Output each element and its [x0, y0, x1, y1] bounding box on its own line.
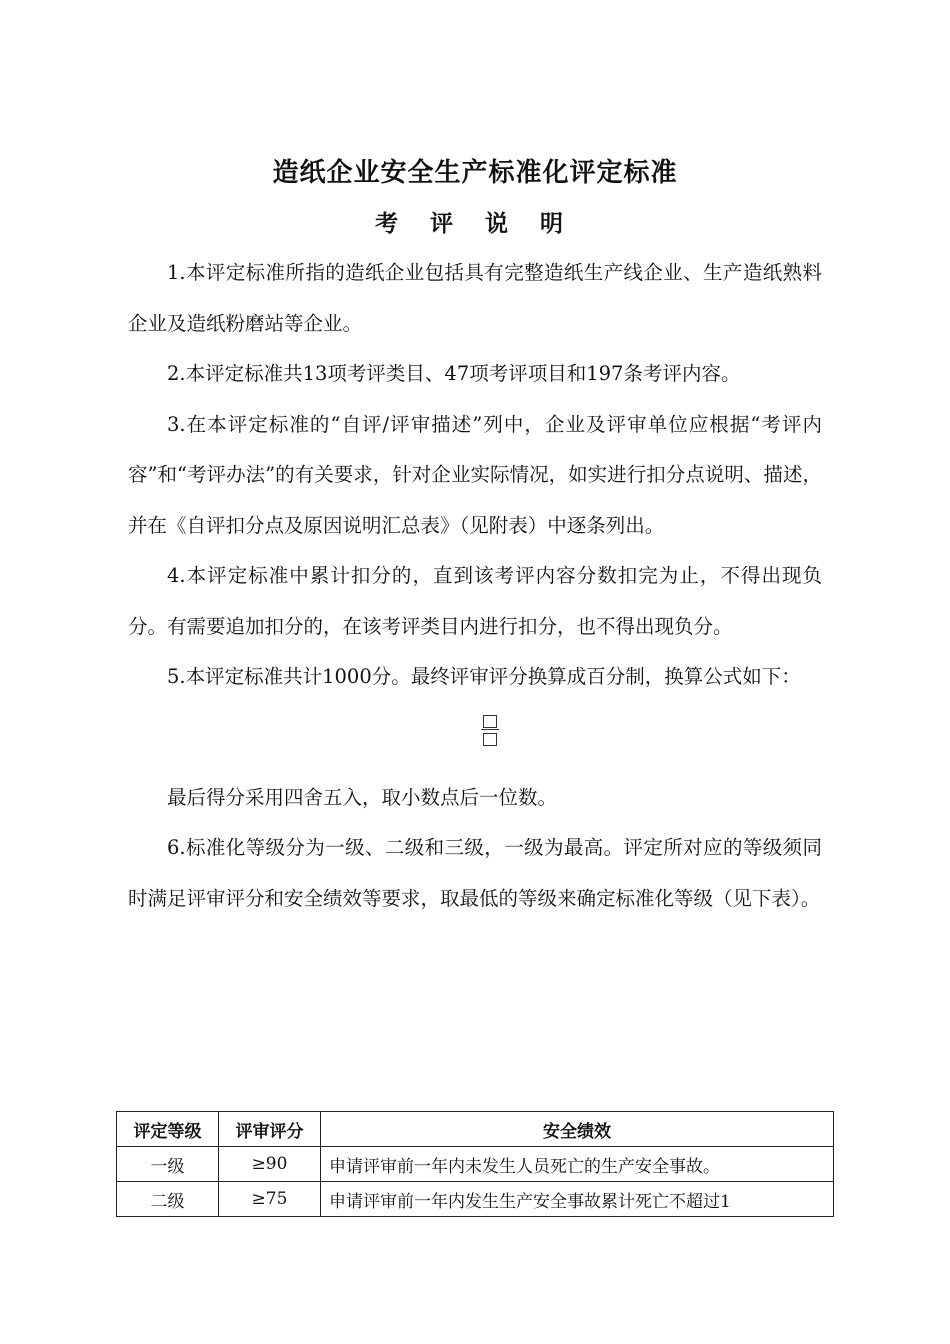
formula-denominator-icon	[483, 733, 497, 746]
paragraph-2: 2.本评定标准共13项考评类目、47项考评项目和197条考评内容。	[167, 362, 741, 385]
cell-score: ≥90	[219, 1147, 321, 1182]
cell-score: ≥75	[219, 1182, 321, 1217]
paragraph-5: 5.本评定标准共计1000分。最终评审评分换算成百分制，换算公式如下：	[167, 665, 801, 688]
cell-performance: 申请评审前一年内未发生人员死亡的生产安全事故。	[321, 1147, 834, 1182]
fraction-bar	[481, 729, 499, 730]
table-row	[117, 1182, 834, 1217]
formula-numerator-icon	[483, 715, 497, 728]
paragraph-1: 1.本评定标准所指的造纸企业包括具有完整造纸生产线企业、生产造纸熟料企业及造纸粉磨站等企业。	[128, 261, 822, 335]
grade-table	[116, 1111, 834, 1217]
cell-grade: 一级	[117, 1147, 219, 1182]
header-performance: 安全绩效	[321, 1112, 834, 1147]
paragraph-3: 3.在本评定标准的“自评/评审描述”列中，企业及评审单位应根据“考评内容”和“考评办法”的有关要求，针对企业实际情况，如实进行扣分点说明、描述，并在《自评扣分点及原因说明汇总表》（见附表）中逐条列出。	[128, 412, 822, 537]
cell-grade: 二级	[117, 1182, 219, 1217]
cell-performance: 申请评审前一年内发生生产安全事故累计死亡不超过1	[321, 1182, 834, 1217]
formula-placeholder-image	[128, 703, 822, 773]
table-row	[117, 1147, 834, 1182]
paragraph-6: 6.标准化等级分为一级、二级和三级，一级为最高。评定所对应的等级须同时满足评审评分和安全绩效等要求，取最低的等级来确定标准化等级（见下表）。	[128, 836, 822, 910]
header-grade: 评定等级	[117, 1112, 219, 1147]
document-title: 造纸企业安全生产标准化评定标准	[272, 158, 678, 188]
document-body	[128, 248, 822, 924]
document-subtitle: 考 评 说 明	[374, 211, 576, 237]
paragraph-4: 4.本评定标准中累计扣分的，直到该考评内容分数扣完为止，不得出现负分。有需要追加扣分的，在该考评类目内进行扣分，也不得出现负分。	[128, 564, 822, 638]
header-score: 评审评分	[219, 1112, 321, 1147]
table-header-row	[117, 1112, 834, 1147]
rounding-note: 最后得分采用四舍五入，取小数点后一位数。	[167, 785, 558, 809]
